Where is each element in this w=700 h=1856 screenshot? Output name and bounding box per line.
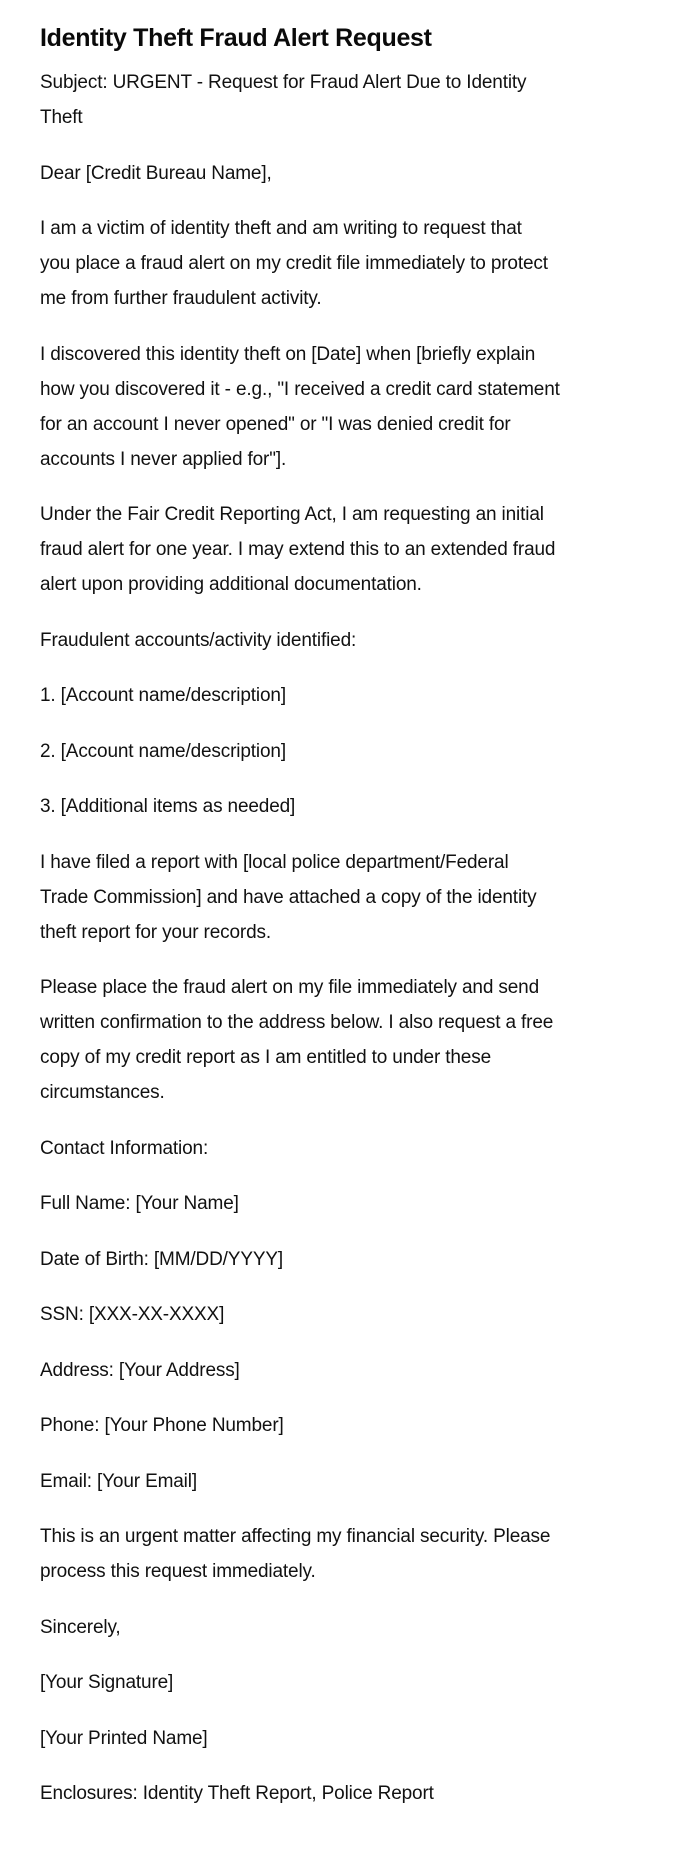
document-title: Identity Theft Fraud Alert Request [40,24,432,52]
text-line: Sincerely, [40,1616,121,1638]
paragraph-phone [40,1408,660,1443]
text-line: accounts I never applied for"]. [40,448,287,470]
text-line: [Your Printed Name] [40,1727,208,1749]
paragraph-fraud-item-1 [40,678,660,713]
text-line: Enclosures: Identity Theft Report, Police Report [40,1783,434,1804]
letter-body [40,65,660,1832]
paragraph-report-filed [40,845,660,950]
text-line: theft report for your records. [40,921,271,943]
text-line: This is an urgent matter affecting my financial security. Please [40,1526,551,1547]
text-line: Under the Fair Credit Reporting Act, I am requesting an initial [40,504,544,525]
text-line: Theft [40,107,83,128]
paragraph-printed-name [40,1721,660,1756]
paragraph-discovery [40,337,660,477]
text-line: Subject: URGENT - Request for Fraud Alert Due to Identity [40,72,527,93]
text-line: I discovered this identity theft on [Date] when [briefly explain [40,343,536,365]
text-line: alert upon providing additional documentation. [40,574,422,595]
text-line: circumstances. [40,1082,165,1103]
text-line: Phone: [Your Phone Number] [40,1415,284,1436]
paragraph-signature [40,1665,660,1700]
text-line: I have filed a report with [local police department/Federal [40,851,509,873]
text-line: how you discovered it - e.g., "I received a credit card statement [40,378,560,400]
text-line: I am a victim of identity theft and am writing to request that [40,218,522,239]
text-line: fraud alert for one year. I may extend this to an extended fraud [40,539,556,560]
text-line: for an account I never opened" or "I was denied credit for [40,413,511,435]
paragraph-contact-heading [40,1131,660,1166]
paragraph-date-of-birth [40,1242,660,1277]
text-line: copy of my credit report as I am entitled to under these [40,1047,491,1068]
text-line: me from further fraudulent activity. [40,288,322,309]
paragraph-fraud-heading [40,623,660,658]
text-line: Trade Commission] and have attached a copy of the identity [40,886,537,908]
text-line: 1. [Account name/description] [40,685,286,706]
text-line: Full Name: [Your Name] [40,1193,239,1214]
text-line: Date of Birth: [MM/DD/YYYY] [40,1248,284,1270]
paragraph-ssn [40,1297,660,1332]
paragraph-email [40,1464,660,1499]
text-line: Dear [Credit Bureau Name], [40,162,272,184]
paragraph-fraud-item-3 [40,789,660,824]
text-line: process this request immediately. [40,1561,316,1582]
paragraph-fraud-item-2 [40,734,660,769]
text-line: Please place the fraud alert on my file immediately and send [40,977,539,998]
paragraph-fcra [40,497,660,602]
text-line: written confirmation to the address below. I also request a free [40,1012,554,1033]
text-line: you place a fraud alert on my credit file immediately to protect [40,253,548,274]
text-line: 3. [Additional items as needed] [40,796,296,817]
paragraph-full-name [40,1186,660,1221]
text-line: Address: [Your Address] [40,1359,240,1381]
paragraph-enclosures [40,1776,660,1811]
text-line: Fraudulent accounts/activity identified: [40,629,357,651]
paragraph-address [40,1353,660,1388]
paragraph-salutation [40,156,660,191]
text-line: SSN: [XXX-XX-XXXX] [40,1304,225,1325]
text-line: [Your Signature] [40,1672,174,1693]
paragraph-request [40,970,660,1110]
paragraph-subject [40,65,660,135]
text-line: Contact Information: [40,1137,209,1159]
paragraph-intro [40,211,660,316]
text-line: 2. [Account name/description] [40,740,286,762]
paragraph-urgency [40,1519,660,1589]
paragraph-closing [40,1610,660,1645]
text-line: Email: [Your Email] [40,1470,197,1492]
